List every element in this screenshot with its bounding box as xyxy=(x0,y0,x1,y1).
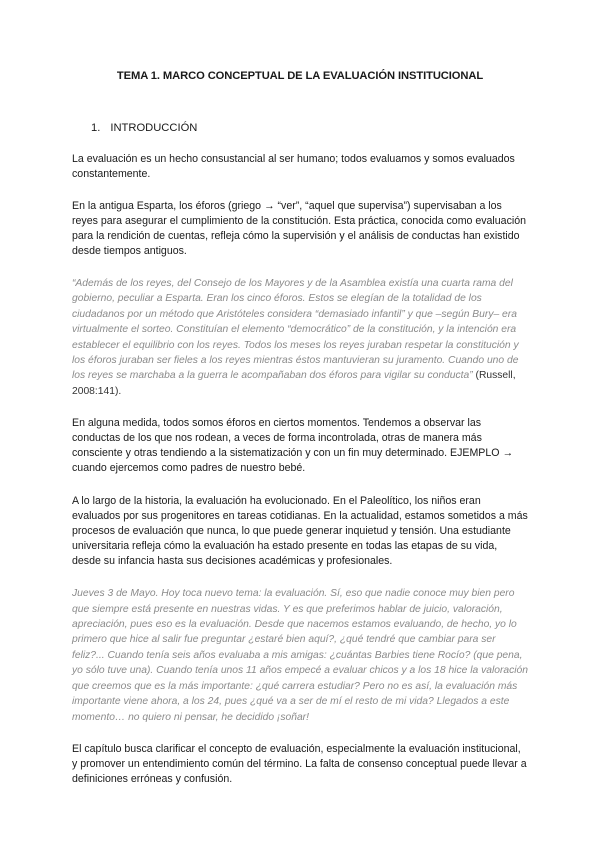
section-number: 1. xyxy=(91,122,101,134)
diary-quote: Jueves 3 de Mayo. Hoy toca nuevo tema: la evaluación. Sí, eso que nadie conoce muy bien pero que siempre está presente en nuestras vidas. Y es que preferimos hablar de juicio, valoración, apreciación, pues eso es la evaluación. Desde que nacemos estamos evaluando, de hecho, yo lo primero que hice al salir fue preguntar ¿estaré bien aquí?, ¿qué tendré que cambiar para ser feliz?... Cuando tenía seis años evaluaba a mis amigas: ¿cuántas Barbies tiene Rocío? (que pena, yo sólo tuve una). Cuando tenía unos 11 años empecé a evaluar chicos y a los 18 hice la valoración que creemos que es la más importante: ¿qué carrera estudiar? Pero no es así, la evaluación más importante viene ahora, a los 24, pues ¿qué va a ser de mí el resto de mi vida? Llegados a este momento… no quiero ni pensar, he decidido ¡soñar! xyxy=(72,588,529,723)
historia-paragraph: A lo largo de la historia, la evaluación ha evolucionado. En el Paleolítico, los niños eran evaluados por sus progenitores en tareas cotidianas. En la actualidad, estamos sometidos a más procesos de evaluación que nunca, lo que puede generar inquietud y tensión. Una estudiante universitaria refleja cómo la evaluación ha estado presente en todas las etapas de su vida, desde su infancia hasta sus decisiones académicas y profesionales. xyxy=(72,495,528,568)
section-heading xyxy=(91,122,528,134)
quote-text: “Además de los reyes, del Consejo de los Mayores y de la Asamblea existía una cuarta rama del gobierno, peculiar a Esparta. Eran los cinco éforos. Estos se elegían de la totalidad de los ciudadanos por un método que Aristóteles considera “demasiado infantil” y que –según Bury– era virtualmente el sorteo. Constituían el elemento “democrático” de la constitución, y la intención era establecer el equilibrio con los reyes. Todos los meses los reyes juraban respetar la constitución y los éforos juraban ser fieles a los reyes mientras éstos mantuvieran su juramento. Cuando uno de los reyes se marchaba a la guerra le acompañaban dos éforos para vigilar su conducta” xyxy=(72,278,519,382)
document-title: TEMA 1. MARCO CONCEPTUAL DE LA EVALUACIÓN INSTITUCIONAL xyxy=(116,70,484,82)
quote-citation: (Russell, 2008:141). xyxy=(72,370,516,397)
intro-paragraph: La evaluación es un hecho consustancial al ser humano; todos evaluamos y somos evaluados constantemente. xyxy=(72,153,515,180)
section-label: INTRODUCCIÓN xyxy=(110,122,198,134)
capitulo-paragraph: El capítulo busca clarificar el concepto de evaluación, especialmente la evaluación institucional, y promover un entendimiento común del término. La falta de consenso conceptual puede llevar a definiciones erróneas y confusión. xyxy=(72,742,527,785)
eforos-paragraph: En alguna medida, todos somos éforos en ciertos momentos. Tendemos a observar las conductas de los que nos rodean, a veces de forma incontrolada, otras de manera más consciente y otras tendiendo a la sistematización y con un fin muy determinado. EJEMPLO → cuando ejercemos como padres de nuestro bebé. xyxy=(72,417,514,475)
esparta-paragraph: En la antigua Esparta, los éforos (griego → “ver”, “aquel que supervisa”) supervisaban a los reyes para asegurar el cumplimiento de la constitución. Esta práctica, conocida como evaluación para la rendición de cuentas, refleja cómo la supervisión y el análisis de conductas han existido desde tiempos antiguos. xyxy=(72,200,527,257)
russell-quote xyxy=(72,276,528,399)
